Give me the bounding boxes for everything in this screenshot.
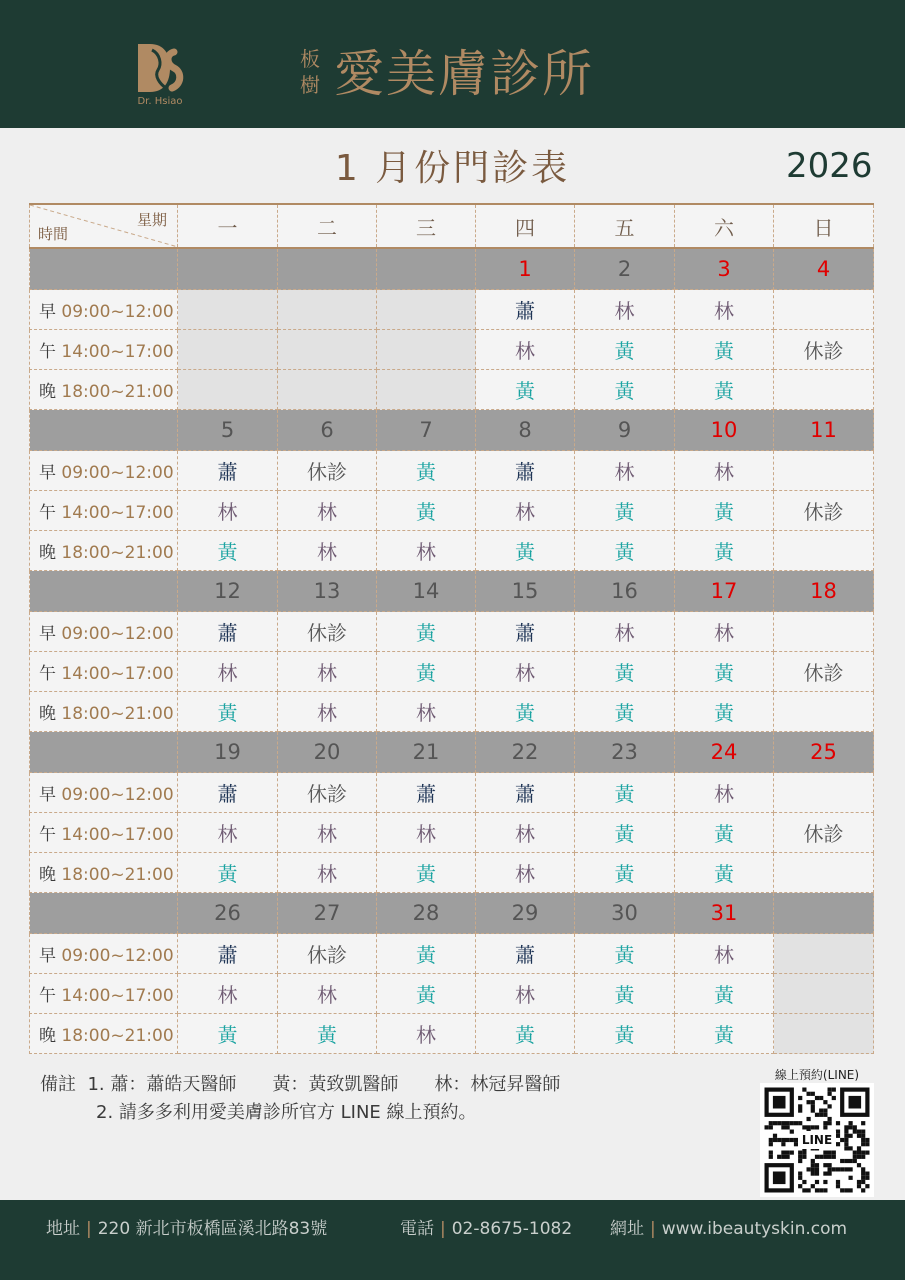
date-cell xyxy=(278,248,377,290)
doctor-cell: 林 xyxy=(178,974,278,1014)
doctor-cell: 休診 xyxy=(278,773,377,813)
corner-weekday-label: 星期 xyxy=(136,211,167,229)
slot-time: 14:00~17:00 xyxy=(61,986,174,1006)
doctor-cell: 黃 xyxy=(575,531,675,571)
doctor-cell xyxy=(377,330,476,370)
doctor-cell xyxy=(178,370,278,410)
date-cell: 27 xyxy=(278,893,377,934)
date-cell: 8 xyxy=(476,410,575,451)
time-slot-label xyxy=(30,451,178,491)
doctor-cell: 蕭 xyxy=(178,773,278,813)
date-cell: 13 xyxy=(278,571,377,612)
weekday-header: 一 xyxy=(178,204,278,248)
notes-label: 備註 xyxy=(40,1074,76,1095)
time-slot-row xyxy=(30,853,874,893)
date-cell: 28 xyxy=(377,893,476,934)
weekday-header: 日 xyxy=(774,204,874,248)
schedule-year: 2026 xyxy=(786,146,873,186)
doctor-cell xyxy=(377,370,476,410)
slot-prefix: 午 xyxy=(39,342,56,362)
doctor-cell: 黃 xyxy=(377,612,476,652)
time-slot-row xyxy=(30,934,874,974)
time-slot-row xyxy=(30,1014,874,1054)
doctor-cell: 林 xyxy=(675,290,774,330)
footer-phone: 電話 | 02-8675-1082 xyxy=(400,1219,573,1239)
slot-time: 18:00~21:00 xyxy=(61,865,174,885)
time-slot-row xyxy=(30,290,874,330)
doctor-cell: 林 xyxy=(278,813,377,853)
doctor-cell: 黃 xyxy=(575,692,675,732)
doctor-cell: 黃 xyxy=(675,974,774,1014)
date-cell: 20 xyxy=(278,732,377,773)
date-cell: 22 xyxy=(476,732,575,773)
doctor-cell xyxy=(774,370,874,410)
weekday-header: 四 xyxy=(476,204,575,248)
corner-cell xyxy=(30,204,178,248)
doctor-cell: 林 xyxy=(675,612,774,652)
date-cell: 2 xyxy=(575,248,675,290)
doctor-cell: 黃 xyxy=(377,853,476,893)
doctor-cell: 黃 xyxy=(377,491,476,531)
doctor-cell xyxy=(774,612,874,652)
doctor-cell: 林 xyxy=(178,813,278,853)
doctor-cell: 林 xyxy=(675,773,774,813)
week-date-row xyxy=(30,410,874,451)
doctor-cell: 林 xyxy=(178,491,278,531)
week-date-row xyxy=(30,248,874,290)
line-qr-code[interactable] xyxy=(760,1083,874,1197)
weekday-header: 五 xyxy=(575,204,675,248)
date-cell: 12 xyxy=(178,571,278,612)
doctor-cell: 蕭 xyxy=(377,773,476,813)
date-cell: 23 xyxy=(575,732,675,773)
doctor-cell xyxy=(178,330,278,370)
weekday-header: 三 xyxy=(377,204,476,248)
time-slot-label xyxy=(30,330,178,370)
doctor-cell: 黃 xyxy=(575,773,675,813)
doctor-cell: 黃 xyxy=(575,330,675,370)
doctor-cell: 林 xyxy=(377,531,476,571)
doctor-cell: 黃 xyxy=(476,370,575,410)
time-slot-label xyxy=(30,652,178,692)
doctor-cell: 黃 xyxy=(377,934,476,974)
doctor-cell: 林 xyxy=(575,612,675,652)
doctor-cell xyxy=(774,692,874,732)
time-slot-label xyxy=(30,491,178,531)
doctor-cell: 休診 xyxy=(774,813,874,853)
footer-website: 網址 | www.ibeautyskin.com xyxy=(610,1219,848,1239)
time-slot-label xyxy=(30,1014,178,1054)
doctor-cell: 林 xyxy=(476,330,575,370)
time-slot-label xyxy=(30,773,178,813)
doctor-cell xyxy=(774,290,874,330)
doctor-cell: 黃 xyxy=(675,330,774,370)
doctor-cell: 蕭 xyxy=(178,451,278,491)
time-slot-label xyxy=(30,290,178,330)
qr-code-icon xyxy=(760,1083,874,1197)
doctor-cell: 林 xyxy=(278,692,377,732)
schedule-body xyxy=(30,248,874,1054)
time-slot-label xyxy=(30,853,178,893)
schedule-table xyxy=(29,203,874,1054)
doctor-cell: 黃 xyxy=(377,451,476,491)
slot-time: 18:00~21:00 xyxy=(61,1026,174,1046)
doctor-cell: 黃 xyxy=(575,370,675,410)
doctor-cell: 黃 xyxy=(575,1014,675,1054)
doctor-cell: 蕭 xyxy=(476,773,575,813)
phone-value[interactable]: 02-8675-1082 xyxy=(451,1219,573,1239)
doctor-cell xyxy=(774,1014,874,1054)
slot-prefix: 晚 xyxy=(39,382,56,402)
footer-address: 地址 | 220 新北市板橋區溪北路83號 xyxy=(46,1219,328,1239)
date-row-label xyxy=(30,410,178,451)
date-row-label xyxy=(30,732,178,773)
clinic-logo xyxy=(130,40,190,110)
doctor-cell: 林 xyxy=(476,974,575,1014)
date-cell: 31 xyxy=(675,893,774,934)
clinic-location: 板樹 xyxy=(300,47,320,97)
notes-line-2: 2. 請多多利用愛美膚診所官方 LINE 線上預約。 xyxy=(96,1102,477,1123)
slot-time: 18:00~21:00 xyxy=(61,382,174,402)
slot-time: 18:00~21:00 xyxy=(61,543,174,563)
address-value: 220 新北市板橋區溪北路83號 xyxy=(97,1219,328,1239)
slot-time: 14:00~17:00 xyxy=(61,825,174,845)
doctor-cell: 林 xyxy=(575,290,675,330)
time-slot-row xyxy=(30,370,874,410)
doctor-cell: 林 xyxy=(178,652,278,692)
time-slot-label xyxy=(30,692,178,732)
time-slot-row xyxy=(30,652,874,692)
doctor-cell: 林 xyxy=(377,1014,476,1054)
date-cell xyxy=(377,248,476,290)
doctor-cell xyxy=(774,773,874,813)
doctor-cell: 林 xyxy=(476,853,575,893)
doctor-cell: 黃 xyxy=(575,813,675,853)
doctor-cell xyxy=(774,974,874,1014)
doctor-cell: 黃 xyxy=(476,1014,575,1054)
doctor-cell: 黃 xyxy=(675,1014,774,1054)
doctor-cell xyxy=(278,290,377,330)
date-cell: 21 xyxy=(377,732,476,773)
doctor-cell: 黃 xyxy=(575,491,675,531)
date-cell: 15 xyxy=(476,571,575,612)
doctor-cell: 林 xyxy=(675,934,774,974)
date-row-label xyxy=(30,248,178,290)
doctor-cell: 黃 xyxy=(675,531,774,571)
corner-time-label: 時間 xyxy=(38,225,69,243)
doctor-cell: 蕭 xyxy=(178,612,278,652)
doctor-cell: 黃 xyxy=(575,853,675,893)
slot-time: 09:00~12:00 xyxy=(61,946,174,966)
date-cell xyxy=(774,893,874,934)
slot-time: 09:00~12:00 xyxy=(61,624,174,644)
time-slot-label xyxy=(30,531,178,571)
time-slot-label xyxy=(30,370,178,410)
doctor-cell: 休診 xyxy=(774,330,874,370)
weekday-header: 二 xyxy=(278,204,377,248)
date-cell: 7 xyxy=(377,410,476,451)
date-cell: 5 xyxy=(178,410,278,451)
slot-prefix: 晚 xyxy=(39,543,56,563)
doctor-cell: 蕭 xyxy=(476,612,575,652)
doctor-cell xyxy=(774,934,874,974)
slot-time: 09:00~12:00 xyxy=(61,302,174,322)
date-cell: 24 xyxy=(675,732,774,773)
slot-prefix: 早 xyxy=(39,624,56,644)
slot-prefix: 早 xyxy=(39,463,56,483)
doctor-cell: 蕭 xyxy=(178,934,278,974)
slot-prefix: 午 xyxy=(39,825,56,845)
time-slot-label xyxy=(30,813,178,853)
date-row-label xyxy=(30,893,178,934)
date-cell: 11 xyxy=(774,410,874,451)
slot-prefix: 午 xyxy=(39,664,56,684)
doctor-cell: 黃 xyxy=(278,1014,377,1054)
slot-time: 18:00~21:00 xyxy=(61,704,174,724)
doctor-cell: 黃 xyxy=(675,692,774,732)
doctor-cell xyxy=(774,451,874,491)
week-date-row xyxy=(30,732,874,773)
doctor-cell: 休診 xyxy=(278,934,377,974)
doctor-cell: 林 xyxy=(476,813,575,853)
doctor-cell: 黃 xyxy=(675,813,774,853)
ds-logo-icon xyxy=(130,40,190,96)
slot-time: 09:00~12:00 xyxy=(61,785,174,805)
time-slot-row xyxy=(30,531,874,571)
time-slot-row xyxy=(30,773,874,813)
time-slot-label xyxy=(30,612,178,652)
doctor-cell: 黃 xyxy=(178,692,278,732)
doctor-cell: 黃 xyxy=(377,974,476,1014)
website-link[interactable]: www.ibeautyskin.com xyxy=(661,1219,848,1239)
address-label: 地址 xyxy=(46,1219,80,1239)
doctor-cell: 黃 xyxy=(675,491,774,531)
date-cell: 26 xyxy=(178,893,278,934)
slot-prefix: 晚 xyxy=(39,865,56,885)
doctor-cell: 林 xyxy=(377,813,476,853)
date-cell: 30 xyxy=(575,893,675,934)
doctor-cell: 黃 xyxy=(575,974,675,1014)
doctor-cell xyxy=(278,370,377,410)
slot-prefix: 早 xyxy=(39,785,56,805)
doctor-cell: 林 xyxy=(476,652,575,692)
doctor-cell: 林 xyxy=(575,451,675,491)
notes-line-1 xyxy=(40,1070,740,1100)
date-cell: 29 xyxy=(476,893,575,934)
time-slot-row xyxy=(30,451,874,491)
slot-prefix: 午 xyxy=(39,503,56,523)
slot-time: 14:00~17:00 xyxy=(61,664,174,684)
qr-center-text: LINE xyxy=(801,1133,833,1147)
time-slot-row xyxy=(30,692,874,732)
doctor-cell: 黃 xyxy=(377,652,476,692)
doctor-cell xyxy=(178,290,278,330)
slot-prefix: 晚 xyxy=(39,704,56,724)
doctor-cell xyxy=(774,853,874,893)
doctor-cell: 林 xyxy=(278,652,377,692)
doctor-cell: 林 xyxy=(476,491,575,531)
slot-prefix: 早 xyxy=(39,946,56,966)
doctor-cell: 黃 xyxy=(178,1014,278,1054)
qr-label: 線上預約(LINE) xyxy=(774,1068,860,1082)
date-cell: 4 xyxy=(774,248,874,290)
doctor-cell: 休診 xyxy=(774,652,874,692)
doctor-cell: 林 xyxy=(675,451,774,491)
doctor-cell: 黃 xyxy=(575,652,675,692)
doctor-cell: 黃 xyxy=(675,370,774,410)
doctor-cell: 黃 xyxy=(476,692,575,732)
date-cell: 6 xyxy=(278,410,377,451)
notes-doctors: 1. 蕭：蕭皓天醫師 黃：黃致凱醫師 林：林冠昇醫師 xyxy=(87,1074,561,1095)
date-row-label xyxy=(30,571,178,612)
date-cell: 10 xyxy=(675,410,774,451)
doctor-cell: 休診 xyxy=(774,491,874,531)
phone-label: 電話 xyxy=(400,1219,434,1239)
date-cell: 14 xyxy=(377,571,476,612)
week-date-row xyxy=(30,893,874,934)
time-slot-label xyxy=(30,934,178,974)
doctor-cell: 休診 xyxy=(278,451,377,491)
slot-time: 14:00~17:00 xyxy=(61,342,174,362)
doctor-cell: 林 xyxy=(377,692,476,732)
date-cell: 1 xyxy=(476,248,575,290)
date-cell: 9 xyxy=(575,410,675,451)
time-slot-row xyxy=(30,330,874,370)
doctor-cell: 休診 xyxy=(278,612,377,652)
weekday-header-row xyxy=(30,204,874,248)
slot-prefix: 午 xyxy=(39,986,56,1006)
doctor-cell: 黃 xyxy=(178,853,278,893)
time-slot-row xyxy=(30,974,874,1014)
doctor-cell: 林 xyxy=(278,974,377,1014)
slot-time: 09:00~12:00 xyxy=(61,463,174,483)
doctor-cell: 蕭 xyxy=(476,290,575,330)
doctor-cell: 黃 xyxy=(476,531,575,571)
date-cell: 18 xyxy=(774,571,874,612)
doctor-cell: 黃 xyxy=(575,934,675,974)
header xyxy=(0,0,905,128)
weekday-header: 六 xyxy=(675,204,774,248)
doctor-cell: 蕭 xyxy=(476,451,575,491)
doctor-cell xyxy=(774,531,874,571)
slot-prefix: 早 xyxy=(39,302,56,322)
footer xyxy=(0,1200,905,1280)
website-label: 網址 xyxy=(610,1219,644,1239)
slot-prefix: 晚 xyxy=(39,1026,56,1046)
doctor-cell xyxy=(377,290,476,330)
doctor-cell: 黃 xyxy=(178,531,278,571)
time-slot-row xyxy=(30,612,874,652)
date-cell: 17 xyxy=(675,571,774,612)
date-cell: 16 xyxy=(575,571,675,612)
date-cell: 25 xyxy=(774,732,874,773)
date-cell: 3 xyxy=(675,248,774,290)
time-slot-label xyxy=(30,974,178,1014)
slot-time: 14:00~17:00 xyxy=(61,503,174,523)
clinic-name: 愛美膚診所 xyxy=(334,45,594,103)
doctor-cell: 黃 xyxy=(675,652,774,692)
week-date-row xyxy=(30,571,874,612)
schedule-title: 1 月份門診表 xyxy=(334,148,571,189)
logo-text: Dr. Hsiao xyxy=(137,96,183,107)
date-cell xyxy=(178,248,278,290)
doctor-cell: 黃 xyxy=(675,853,774,893)
time-slot-row xyxy=(30,491,874,531)
doctor-cell xyxy=(278,330,377,370)
doctor-cell: 蕭 xyxy=(476,934,575,974)
date-cell: 19 xyxy=(178,732,278,773)
doctor-cell: 林 xyxy=(278,491,377,531)
time-slot-row xyxy=(30,813,874,853)
doctor-cell: 林 xyxy=(278,853,377,893)
doctor-cell: 林 xyxy=(278,531,377,571)
